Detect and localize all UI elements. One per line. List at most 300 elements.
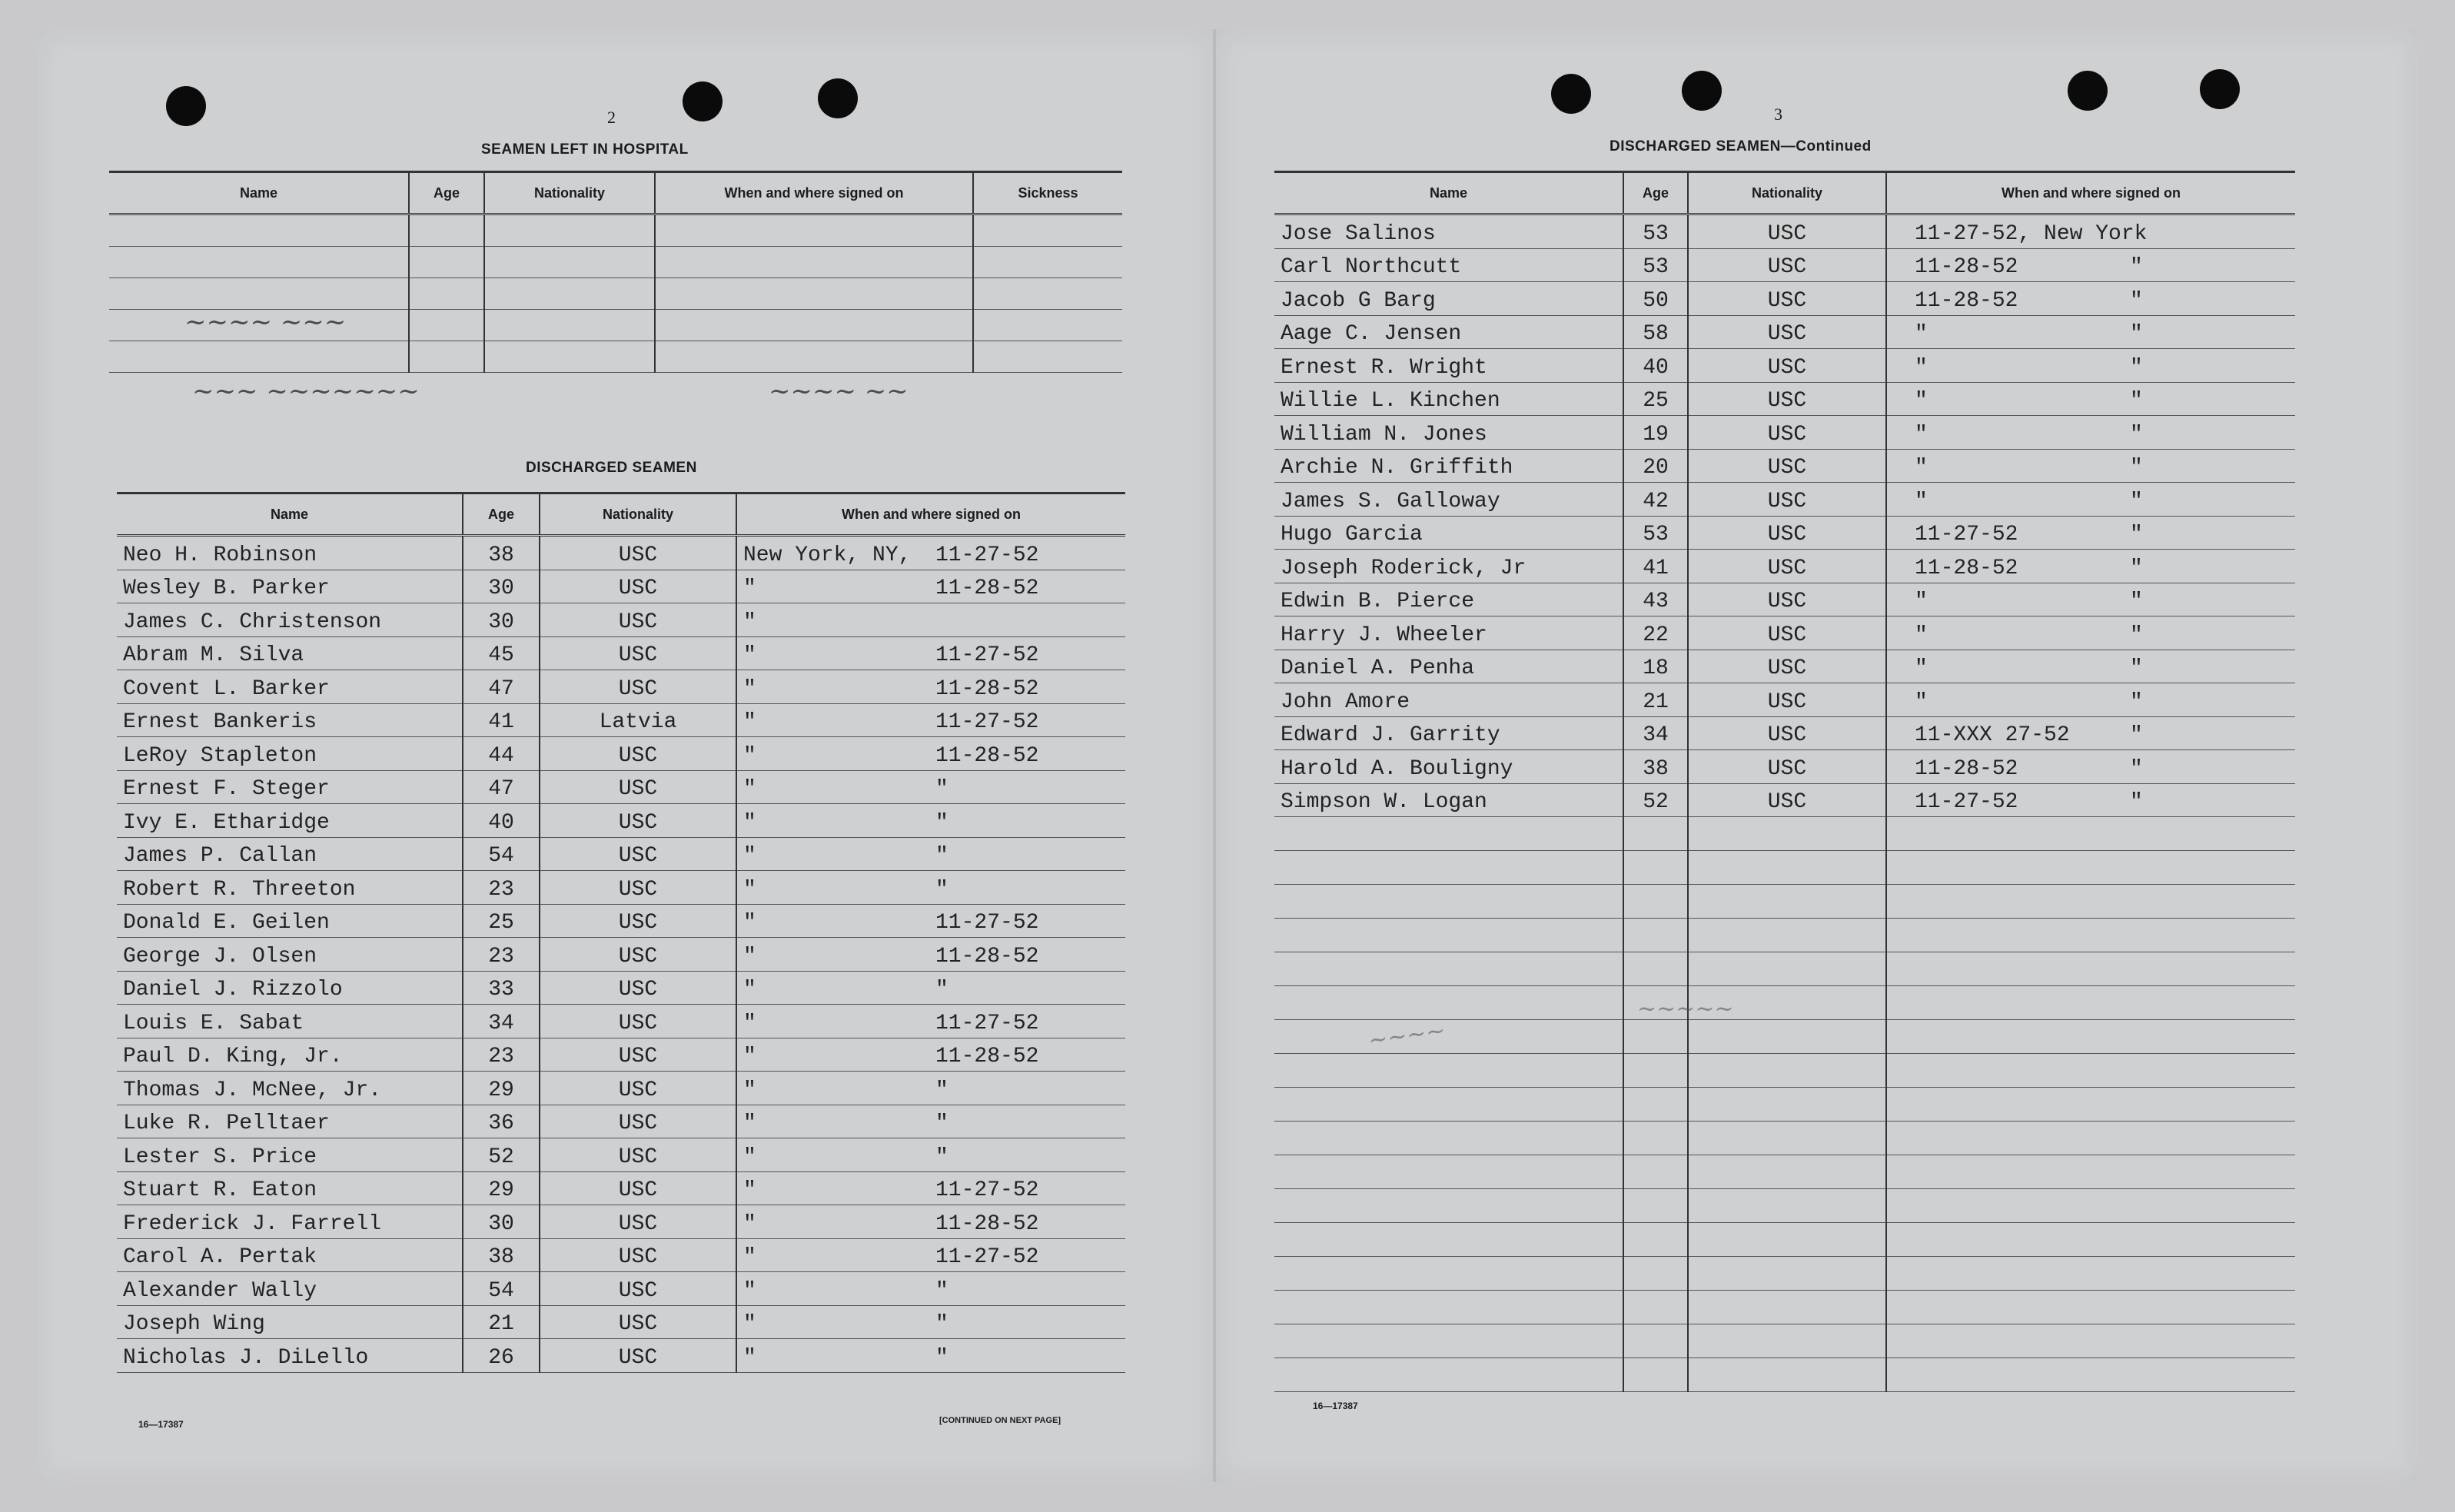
punch-hole-icon bbox=[2200, 69, 2240, 109]
signed-on-cell bbox=[1886, 382, 2295, 416]
table-row bbox=[1274, 248, 2295, 282]
seaman-age: 50 bbox=[1623, 282, 1688, 316]
seaman-name: Neo H. Robinson bbox=[117, 536, 463, 570]
column-header: Name bbox=[1274, 172, 1623, 214]
seaman-name: Harold A. Bouligny bbox=[1274, 750, 1623, 784]
table-row bbox=[117, 1072, 1125, 1105]
seaman-age: 41 bbox=[1623, 550, 1688, 583]
table-row bbox=[1274, 1223, 2295, 1257]
signed-on-place: " bbox=[2130, 355, 2143, 380]
table-row bbox=[1274, 716, 2295, 750]
table-row bbox=[1274, 282, 2295, 316]
signed-on-cell bbox=[1886, 616, 2295, 650]
signed-on-date: 11-28-52 bbox=[1915, 288, 2018, 313]
seaman-name: Ernest F. Steger bbox=[117, 770, 463, 804]
seaman-name: James P. Callan bbox=[117, 837, 463, 871]
page-number: 2 bbox=[607, 108, 616, 127]
seaman-name: Edwin B. Pierce bbox=[1274, 583, 1623, 616]
seaman-nationality: USC bbox=[540, 804, 736, 838]
seaman-nationality: USC bbox=[1688, 416, 1886, 450]
signed-on-cell bbox=[1886, 716, 2295, 750]
form-number: 16—17387 bbox=[1313, 1401, 1358, 1411]
signed-on-place: " bbox=[743, 643, 756, 667]
signed-on-cell bbox=[1886, 248, 2295, 282]
signed-on-cell bbox=[736, 871, 1125, 905]
seaman-age: 40 bbox=[463, 804, 540, 838]
table-row bbox=[1274, 1358, 2295, 1392]
signed-on-cell bbox=[736, 1005, 1125, 1038]
table-row bbox=[117, 536, 1125, 570]
seaman-name: Carl Northcutt bbox=[1274, 248, 1623, 282]
seaman-nationality: USC bbox=[540, 971, 736, 1005]
seaman-name: Paul D. King, Jr. bbox=[117, 1038, 463, 1072]
signed-on-date: " bbox=[1915, 422, 1928, 447]
signed-on-date: 11-28-52 bbox=[935, 577, 1039, 600]
seaman-name: Louis E. Sabat bbox=[117, 1005, 463, 1038]
signed-on-cell bbox=[736, 1105, 1125, 1138]
signed-on-place: " bbox=[743, 610, 756, 634]
seaman-age: 45 bbox=[463, 636, 540, 670]
signed-on-place: " bbox=[2130, 756, 2143, 781]
column-header: Name bbox=[117, 493, 463, 536]
seaman-name: Simpson W. Logan bbox=[1274, 783, 1623, 817]
seaman-age: 30 bbox=[463, 570, 540, 603]
column-header: Age bbox=[1623, 172, 1688, 214]
signed-on-cell bbox=[1886, 282, 2295, 316]
table-row bbox=[1274, 550, 2295, 583]
signed-on-date: " bbox=[935, 877, 948, 902]
seaman-nationality: USC bbox=[540, 1272, 736, 1306]
table-row bbox=[117, 1105, 1125, 1138]
signed-on-date: 11-27-52, New York bbox=[1915, 221, 2148, 246]
signed-on-date: " bbox=[935, 1278, 948, 1303]
table-row bbox=[1274, 1257, 2295, 1291]
signed-on-cell bbox=[736, 1072, 1125, 1105]
table-row bbox=[117, 737, 1125, 771]
seaman-age: 30 bbox=[463, 603, 540, 637]
signed-on-place: New York, NY, bbox=[743, 543, 912, 567]
seaman-name: Jacob G Barg bbox=[1274, 282, 1623, 316]
signed-on-cell bbox=[1886, 449, 2295, 483]
table-row bbox=[1274, 851, 2295, 885]
table-row bbox=[117, 871, 1125, 905]
seaman-name: LeRoy Stapleton bbox=[117, 737, 463, 771]
discharged-table bbox=[117, 492, 1125, 1373]
column-header: When and where signed on bbox=[736, 493, 1125, 536]
seaman-nationality: USC bbox=[1688, 214, 1886, 249]
signed-on-cell bbox=[736, 1238, 1125, 1272]
table-row bbox=[1274, 315, 2295, 349]
seaman-nationality: USC bbox=[1688, 449, 1886, 483]
signed-on-cell bbox=[1886, 750, 2295, 784]
signed-on-date: " bbox=[1915, 623, 1928, 647]
signed-on-place: " bbox=[743, 577, 756, 600]
column-header: Nationality bbox=[484, 172, 655, 214]
table-row bbox=[117, 1038, 1125, 1072]
signature-mark: ~~~~ bbox=[1367, 1017, 1447, 1055]
table-row bbox=[109, 214, 1122, 247]
seaman-age: 26 bbox=[463, 1339, 540, 1373]
table-row bbox=[117, 938, 1125, 972]
table-row bbox=[1274, 817, 2295, 851]
signed-on-date: " bbox=[935, 1078, 948, 1102]
table-row bbox=[1274, 516, 2295, 550]
signed-on-place: " bbox=[743, 978, 756, 1002]
seaman-age: 21 bbox=[463, 1305, 540, 1339]
signed-on-date: " bbox=[1915, 489, 1928, 513]
signed-on-date: 11-27-52 bbox=[935, 911, 1039, 935]
signed-on-place: " bbox=[743, 1078, 756, 1102]
punch-hole-icon bbox=[2068, 71, 2108, 111]
seaman-age: 22 bbox=[1623, 616, 1688, 650]
table-row bbox=[1274, 1088, 2295, 1122]
signed-on-place: " bbox=[743, 911, 756, 935]
signed-on-cell bbox=[736, 737, 1125, 771]
seaman-name: Willie L. Kinchen bbox=[1274, 382, 1623, 416]
signed-on-cell bbox=[1886, 416, 2295, 450]
signed-on-date: " bbox=[935, 978, 948, 1002]
seaman-name: Aage C. Jensen bbox=[1274, 315, 1623, 349]
signed-on-date: 11-27-52 bbox=[1915, 790, 2018, 814]
table-row bbox=[117, 703, 1125, 737]
seaman-age: 18 bbox=[1623, 650, 1688, 683]
table-row bbox=[1274, 885, 2295, 919]
seaman-age: 47 bbox=[463, 770, 540, 804]
seaman-name: Joseph Wing bbox=[117, 1305, 463, 1339]
signed-on-date: 11-28-52 bbox=[935, 944, 1039, 969]
table-row bbox=[1274, 382, 2295, 416]
seaman-nationality: USC bbox=[540, 670, 736, 704]
signed-on-place: " bbox=[743, 777, 756, 801]
table-row bbox=[117, 1138, 1125, 1172]
seaman-nationality: USC bbox=[540, 1339, 736, 1373]
table-row bbox=[117, 1272, 1125, 1306]
table-row bbox=[109, 278, 1122, 310]
seaman-name: Nicholas J. DiLello bbox=[117, 1339, 463, 1373]
signed-on-cell bbox=[736, 1038, 1125, 1072]
form-number: 16—17387 bbox=[138, 1419, 184, 1430]
punch-hole-icon bbox=[818, 78, 858, 118]
signed-on-place: " bbox=[2130, 255, 2143, 279]
seaman-name: Stuart R. Eaton bbox=[117, 1171, 463, 1205]
signed-on-date: 11-28-52 bbox=[1915, 556, 2018, 580]
seaman-age: 29 bbox=[463, 1171, 540, 1205]
seaman-nationality: USC bbox=[540, 837, 736, 871]
table-row bbox=[1274, 919, 2295, 952]
seaman-name: Frederick J. Farrell bbox=[117, 1205, 463, 1239]
seaman-nationality: USC bbox=[1688, 683, 1886, 717]
seaman-age: 53 bbox=[1623, 516, 1688, 550]
punch-hole-icon bbox=[1551, 74, 1591, 114]
table-row bbox=[1274, 1324, 2295, 1358]
signed-on-date: 11-27-52 bbox=[935, 1011, 1039, 1035]
signed-on-cell bbox=[736, 1339, 1125, 1373]
signed-on-place: " bbox=[2130, 590, 2143, 613]
seaman-nationality: USC bbox=[540, 871, 736, 905]
signed-on-cell bbox=[1886, 683, 2295, 717]
seaman-age: 38 bbox=[1623, 750, 1688, 784]
seaman-nationality: USC bbox=[540, 770, 736, 804]
signed-on-place: " bbox=[2130, 623, 2143, 647]
seaman-nationality: USC bbox=[540, 1305, 736, 1339]
punch-hole-icon bbox=[1682, 71, 1722, 111]
seaman-name: Jose Salinos bbox=[1274, 214, 1623, 249]
signed-on-cell bbox=[736, 603, 1125, 637]
column-header: Name bbox=[109, 172, 409, 214]
signed-on-place: " bbox=[743, 844, 756, 868]
signed-on-place: " bbox=[2130, 456, 2143, 480]
signed-on-date: 11-28-52 bbox=[1915, 756, 2018, 781]
signed-on-place: " bbox=[743, 1178, 756, 1202]
signed-on-cell bbox=[736, 670, 1125, 704]
signed-on-date: " bbox=[935, 1312, 948, 1336]
signed-on-date: " bbox=[1915, 389, 1928, 413]
seaman-name: Hugo Garcia bbox=[1274, 516, 1623, 550]
punch-hole-icon bbox=[166, 86, 206, 126]
seaman-age: 52 bbox=[1623, 783, 1688, 817]
seaman-nationality: USC bbox=[1688, 550, 1886, 583]
seaman-nationality: USC bbox=[540, 1105, 736, 1138]
signed-on-place: " bbox=[743, 1011, 756, 1035]
seaman-nationality: USC bbox=[540, 1205, 736, 1239]
signed-on-cell bbox=[736, 1138, 1125, 1172]
table-row bbox=[1274, 1291, 2295, 1324]
signed-on-place: " bbox=[2130, 288, 2143, 313]
column-header: When and where signed on bbox=[655, 172, 973, 214]
signed-on-cell bbox=[736, 837, 1125, 871]
seaman-nationality: USC bbox=[1688, 483, 1886, 517]
signature-mark: ~~~~~ bbox=[1637, 995, 1734, 1022]
seaman-name: Wesley B. Parker bbox=[117, 570, 463, 603]
column-header: When and where signed on bbox=[1886, 172, 2295, 214]
signed-on-place: " bbox=[2130, 723, 2143, 747]
table-row bbox=[117, 770, 1125, 804]
signed-on-date: 11-28-52 bbox=[935, 1045, 1039, 1068]
signed-on-date: " bbox=[935, 810, 948, 835]
table-row bbox=[1274, 952, 2295, 986]
hospital-table bbox=[109, 171, 1122, 373]
signed-on-place: " bbox=[2130, 656, 2143, 680]
table-row bbox=[117, 636, 1125, 670]
table-row bbox=[109, 247, 1122, 278]
signed-on-place: " bbox=[743, 1112, 756, 1135]
signed-on-cell bbox=[736, 1272, 1125, 1306]
seaman-nationality: USC bbox=[540, 1005, 736, 1038]
seaman-nationality: USC bbox=[1688, 583, 1886, 616]
signed-on-cell bbox=[736, 770, 1125, 804]
column-header: Nationality bbox=[540, 493, 736, 536]
page-number: 3 bbox=[1774, 105, 1782, 124]
table-row bbox=[117, 1339, 1125, 1373]
signed-on-place: " bbox=[743, 1345, 756, 1370]
signed-on-place: " bbox=[743, 1278, 756, 1303]
seaman-nationality: USC bbox=[540, 1038, 736, 1072]
discharged-continued-table bbox=[1274, 171, 2295, 1392]
seaman-age: 41 bbox=[463, 703, 540, 737]
signed-on-date: " bbox=[935, 1112, 948, 1135]
seaman-name: Harry J. Wheeler bbox=[1274, 616, 1623, 650]
seaman-name: Daniel A. Penha bbox=[1274, 650, 1623, 683]
signed-on-place: " bbox=[743, 743, 756, 768]
signed-on-cell bbox=[736, 1205, 1125, 1239]
seaman-age: 43 bbox=[1623, 583, 1688, 616]
seaman-nationality: USC bbox=[540, 570, 736, 603]
table-row bbox=[1274, 750, 2295, 784]
seaman-name: Ivy E. Etharidge bbox=[117, 804, 463, 838]
seaman-age: 23 bbox=[463, 871, 540, 905]
seaman-nationality: USC bbox=[540, 938, 736, 972]
seaman-age: 29 bbox=[463, 1072, 540, 1105]
seaman-age: 53 bbox=[1623, 248, 1688, 282]
signed-on-place: " bbox=[743, 877, 756, 902]
signed-on-date: 11-27-52 bbox=[935, 710, 1039, 734]
signed-on-place: " bbox=[743, 944, 756, 969]
column-header: Sickness bbox=[973, 172, 1122, 214]
signed-on-cell bbox=[736, 703, 1125, 737]
signed-on-date: " bbox=[1915, 656, 1928, 680]
seaman-name: Ernest Bankeris bbox=[117, 703, 463, 737]
seaman-age: 38 bbox=[463, 1238, 540, 1272]
seaman-name: Daniel J. Rizzolo bbox=[117, 971, 463, 1005]
seaman-age: 34 bbox=[1623, 716, 1688, 750]
seaman-name: John Amore bbox=[1274, 683, 1623, 717]
signed-on-cell bbox=[736, 536, 1125, 570]
table-row bbox=[117, 1205, 1125, 1239]
seaman-name: Donald E. Geilen bbox=[117, 904, 463, 938]
seaman-nationality: USC bbox=[540, 1171, 736, 1205]
seaman-nationality: USC bbox=[540, 636, 736, 670]
seaman-age: 58 bbox=[1623, 315, 1688, 349]
seaman-name: Carol A. Pertak bbox=[117, 1238, 463, 1272]
table-row bbox=[1274, 616, 2295, 650]
signed-on-cell bbox=[736, 636, 1125, 670]
signed-on-cell bbox=[1886, 214, 2295, 249]
signed-on-cell bbox=[1886, 483, 2295, 517]
hospital-heading: SEAMEN LEFT IN HOSPITAL bbox=[481, 141, 689, 158]
table-row bbox=[117, 1305, 1125, 1339]
table-row bbox=[1274, 416, 2295, 450]
seaman-nationality: USC bbox=[1688, 616, 1886, 650]
seaman-nationality: USC bbox=[540, 1238, 736, 1272]
seaman-name: Robert R. Threeton bbox=[117, 871, 463, 905]
table-row bbox=[117, 670, 1125, 704]
signed-on-date: 11-XXX 27-52 bbox=[1915, 723, 2070, 747]
seaman-name: Joseph Roderick, Jr bbox=[1274, 550, 1623, 583]
table-row bbox=[1274, 214, 2295, 249]
signed-on-date: " bbox=[935, 1345, 948, 1370]
signed-on-cell bbox=[1886, 650, 2295, 683]
signed-on-place: " bbox=[743, 1245, 756, 1269]
signed-on-place: " bbox=[2130, 556, 2143, 580]
table-row bbox=[1274, 483, 2295, 517]
table-row bbox=[1274, 1122, 2295, 1155]
handwritten-mark: ~~~~~~~ ~~~ bbox=[192, 377, 420, 407]
seaman-nationality: USC bbox=[1688, 516, 1886, 550]
table-row bbox=[1274, 349, 2295, 383]
signed-on-date: 11-28-52 bbox=[935, 676, 1039, 701]
seaman-nationality: USC bbox=[540, 737, 736, 771]
seaman-age: 30 bbox=[463, 1205, 540, 1239]
signed-on-place: " bbox=[2130, 489, 2143, 513]
seaman-name: Archie N. Griffith bbox=[1274, 449, 1623, 483]
seaman-nationality: USC bbox=[1688, 650, 1886, 683]
table-row bbox=[117, 1171, 1125, 1205]
seaman-nationality: USC bbox=[540, 904, 736, 938]
seaman-nationality: USC bbox=[540, 603, 736, 637]
seaman-age: 53 bbox=[1623, 214, 1688, 249]
seaman-age: 40 bbox=[1623, 349, 1688, 383]
signed-on-place: " bbox=[743, 1312, 756, 1336]
seaman-name: Lester S. Price bbox=[117, 1138, 463, 1172]
signed-on-cell bbox=[736, 804, 1125, 838]
seaman-age: 44 bbox=[463, 737, 540, 771]
seaman-name: Abram M. Silva bbox=[117, 636, 463, 670]
seaman-name: James S. Galloway bbox=[1274, 483, 1623, 517]
signed-on-place: " bbox=[2130, 690, 2143, 714]
table-row bbox=[117, 904, 1125, 938]
signed-on-date: " bbox=[935, 1145, 948, 1169]
seaman-name: Ernest R. Wright bbox=[1274, 349, 1623, 383]
table-row bbox=[1274, 1189, 2295, 1223]
seaman-age: 54 bbox=[463, 1272, 540, 1306]
signed-on-date: 11-27-52 bbox=[935, 643, 1039, 667]
table-row bbox=[109, 341, 1122, 373]
seaman-age: 38 bbox=[463, 536, 540, 570]
signed-on-cell bbox=[1886, 516, 2295, 550]
signed-on-date: " bbox=[935, 844, 948, 868]
signed-on-date: 11-28-52 bbox=[1915, 255, 2018, 279]
signed-on-date: 11-27-52 bbox=[935, 1245, 1039, 1269]
seaman-nationality: USC bbox=[1688, 783, 1886, 817]
discharged-continued-heading: DISCHARGED SEAMEN—Continued bbox=[1610, 138, 1872, 155]
table-row bbox=[1274, 449, 2295, 483]
seaman-name: Luke R. Pelltaer bbox=[117, 1105, 463, 1138]
seaman-age: 36 bbox=[463, 1105, 540, 1138]
handwritten-mark: ~~ ~~~~ bbox=[769, 377, 909, 407]
signed-on-place: " bbox=[2130, 422, 2143, 447]
seaman-name: William N. Jones bbox=[1274, 416, 1623, 450]
seaman-age: 42 bbox=[1623, 483, 1688, 517]
seaman-age: 47 bbox=[463, 670, 540, 704]
signed-on-place: " bbox=[2130, 389, 2143, 413]
signed-on-cell bbox=[1886, 349, 2295, 383]
seaman-age: 23 bbox=[463, 938, 540, 972]
discharged-heading: DISCHARGED SEAMEN bbox=[526, 460, 697, 476]
seaman-nationality: USC bbox=[1688, 750, 1886, 784]
seaman-name: James C. Christenson bbox=[117, 603, 463, 637]
signed-on-place: " bbox=[743, 1145, 756, 1169]
seaman-age: 33 bbox=[463, 971, 540, 1005]
signed-on-date: 11-27-52 bbox=[935, 1178, 1039, 1202]
signed-on-place: " bbox=[743, 710, 756, 734]
table-row bbox=[117, 570, 1125, 603]
signed-on-place: " bbox=[2130, 523, 2143, 547]
table-row bbox=[117, 837, 1125, 871]
signed-on-cell bbox=[736, 904, 1125, 938]
punch-hole-icon bbox=[683, 81, 723, 121]
seaman-nationality: USC bbox=[540, 1072, 736, 1105]
seaman-nationality: USC bbox=[1688, 282, 1886, 316]
seaman-nationality: Latvia bbox=[540, 703, 736, 737]
signed-on-cell bbox=[736, 570, 1125, 603]
column-header: Nationality bbox=[1688, 172, 1886, 214]
signed-on-cell bbox=[736, 1171, 1125, 1205]
signed-on-date: 11-27-52 bbox=[1915, 523, 2018, 547]
table-row bbox=[1274, 1155, 2295, 1189]
seaman-age: 34 bbox=[463, 1005, 540, 1038]
signed-on-cell bbox=[736, 1305, 1125, 1339]
seaman-nationality: USC bbox=[1688, 248, 1886, 282]
